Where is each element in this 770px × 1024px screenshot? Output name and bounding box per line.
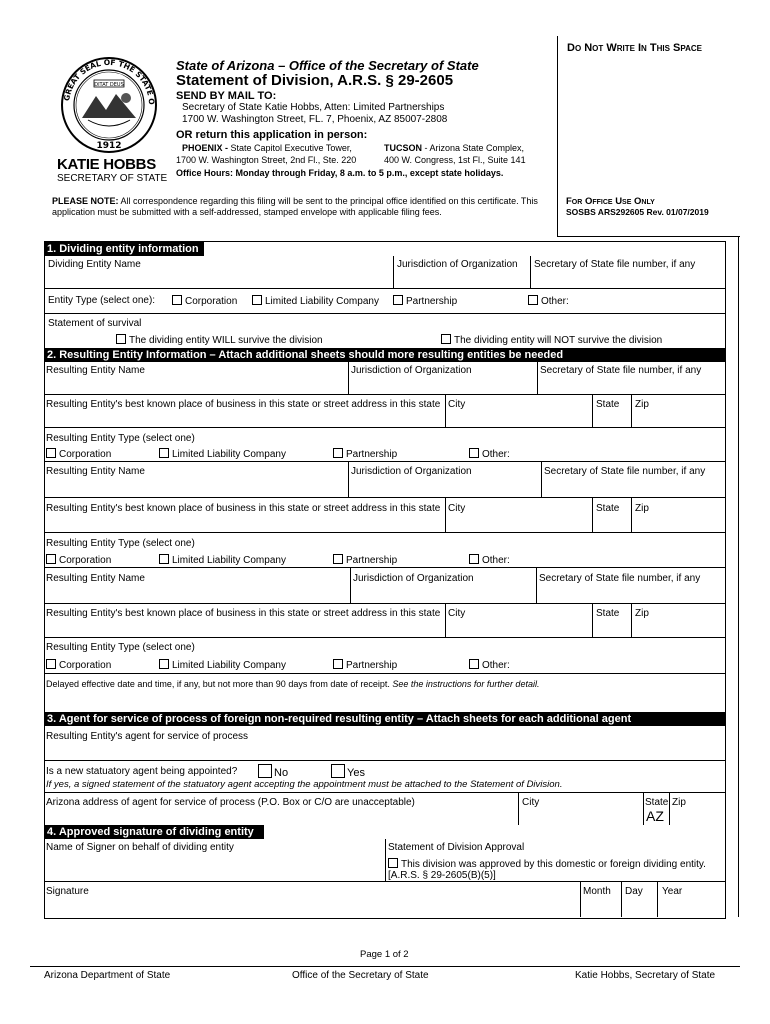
r3-div1: [350, 567, 351, 603]
dividing-sos-file-field[interactable]: [531, 256, 724, 288]
checkbox-icon: [252, 295, 262, 305]
s4-div3: [621, 881, 622, 917]
r1-div2: [537, 362, 538, 394]
checkbox-icon: [333, 554, 343, 564]
agent-city-label: City: [522, 797, 540, 808]
delayed-effective-date-field[interactable]: [45, 690, 724, 710]
r1-jurisdiction-label: Jurisdiction of Organization: [351, 365, 472, 376]
send-by-mail-label: SEND BY MAIL TO:: [176, 90, 277, 102]
checkbox-icon: [333, 659, 343, 669]
r2-state-label: State: [596, 503, 620, 514]
agent-state-label: State: [645, 797, 669, 808]
r2-div2: [541, 461, 542, 497]
opt-partnership-checkbox[interactable]: [393, 295, 457, 307]
r1-address-label: Resulting Entity's best known place of business in this state or street address in this state: [46, 399, 441, 410]
checkbox-icon: [393, 295, 403, 305]
r3-opt-llc[interactable]: [159, 659, 286, 671]
r2-city-label: City: [448, 503, 466, 514]
checkbox-icon: [469, 659, 479, 669]
delayed-text: Delayed effective date and time, if any, but not more than 90 days from date of receipt.: [46, 679, 390, 689]
checkbox-icon: [46, 554, 56, 564]
if-yes-note: If yes, a signed statement of the statuatory agent accepting the appointment must be attached to the Statement of Division.: [46, 779, 563, 790]
survival-label: Statement of survival: [48, 318, 142, 329]
new-agent-question: Is a new statuatory agent being appointed?: [46, 766, 238, 777]
entity-type-label: Entity Type (select one):: [48, 295, 156, 306]
please-note-text2: application must be submitted with a self-addressed, stamped envelope with applicable filing fees.: [52, 207, 442, 217]
signer-name-label: Name of Signer on behalf of dividing entity: [46, 842, 234, 853]
phoenix-address-line2: 1700 W. Washington Street, 2nd Fl., Ste. 220: [176, 155, 357, 165]
r3-row1-bottom: [44, 603, 725, 604]
agent-field[interactable]: [45, 742, 724, 760]
s4-div4: [657, 881, 658, 917]
signer-title: SECRETARY OF STATE: [57, 173, 168, 184]
r1-row2-bottom: [44, 427, 725, 428]
delayed-instructions: See the instructions for further detail.: [389, 679, 540, 689]
office-space-border: [557, 36, 558, 236]
r1-div5: [631, 394, 632, 427]
new-agent-no-checkbox[interactable]: [258, 764, 288, 779]
r3-div3: [445, 603, 446, 637]
state-seal-logo: [60, 56, 158, 154]
section2-header: 2. Resulting Entity Information – Attach additional sheets should more resulting entities be needed: [44, 348, 725, 362]
r3-entity-name-label: Resulting Entity Name: [46, 573, 145, 584]
agent-label: Resulting Entity's agent for service of process: [46, 731, 249, 742]
do-not-write-label: Do Not Write In This Space: [567, 42, 702, 54]
checkbox-icon: [388, 858, 398, 868]
r1-opt-corp[interactable]: [46, 448, 111, 460]
r1-div4: [592, 394, 593, 427]
r1-sos-file-label: Secretary of State file number, if any: [540, 365, 702, 376]
r3-opt-corp-label: Corporation: [59, 660, 112, 671]
approval-cite: [A.R.S. § 29-2605(B)(5)]: [388, 870, 496, 881]
checkbox-icon: [159, 659, 169, 669]
checkbox-icon: [469, 554, 479, 564]
right-margin-line: [738, 236, 739, 917]
r1-entity-name-label: Resulting Entity Name: [46, 365, 145, 376]
r2-opt-partnership-label: Partnership: [346, 555, 398, 566]
r3-div5: [631, 603, 632, 637]
r1-div1: [348, 362, 349, 394]
r3-sos-file-label: Secretary of State file number, if any: [539, 573, 701, 584]
s3-div3: [669, 792, 670, 825]
checkbox-icon: [333, 448, 343, 458]
opt-llc-checkbox[interactable]: [252, 295, 379, 307]
dividing-sos-file-label: Secretary of State file number, if any: [534, 259, 696, 270]
approval-text: This division was approved by this domestic or foreign dividing entity.: [401, 859, 706, 870]
opt-partnership-label: Partnership: [406, 296, 458, 307]
in-person-label: OR return this application in person:: [176, 129, 368, 141]
checkbox-icon: [159, 554, 169, 564]
dividing-jurisdiction-field[interactable]: [394, 256, 529, 288]
office-use-label: For Office Use Only: [566, 196, 655, 207]
r3-opt-partnership[interactable]: [333, 659, 397, 671]
approval-checkbox[interactable]: [388, 858, 706, 870]
survive-not-label: The dividing entity will NOT survive the division: [454, 335, 663, 346]
opt-corporation-label: Corporation: [185, 296, 238, 307]
opt-other-label: Other:: [541, 296, 569, 307]
year-label: Year: [662, 886, 683, 897]
r3-div2: [536, 567, 537, 603]
tucson-address-line2: 400 W. Congress, 1st Fl., Suite 141: [384, 155, 526, 165]
delayed-effective-date-label: [46, 679, 539, 689]
new-agent-yes-checkbox[interactable]: [331, 764, 365, 779]
r2-opt-other[interactable]: [469, 554, 510, 566]
signer-name: KATIE HOBBS: [57, 156, 156, 173]
opt-other-checkbox[interactable]: [528, 295, 569, 307]
checkbox-icon: [528, 295, 538, 305]
dividing-jurisdiction-label: Jurisdiction of Organization: [397, 259, 518, 270]
footer-left: Arizona Department of State: [44, 970, 171, 981]
form-code: SOSBS ARS292605 Rev. 01/07/2019: [566, 207, 709, 217]
s3-div1: [518, 792, 519, 825]
r1-opt-partnership-label: Partnership: [346, 449, 398, 460]
checkbox-icon: [441, 334, 451, 344]
r3-address-label: Resulting Entity's best known place of business in this state or street address in this state: [46, 608, 441, 619]
office-space-bottom: [557, 236, 740, 237]
r1-opt-other[interactable]: [469, 448, 510, 460]
r3-state-label: State: [596, 608, 620, 619]
checkbox-icon: [159, 448, 169, 458]
checkbox-icon: [331, 764, 345, 778]
s1-row2-bottom: [44, 313, 725, 314]
agent-zip-label: Zip: [672, 797, 686, 808]
r3-opt-other-label: Other:: [482, 660, 510, 671]
tucson-label: TUCSON: [384, 143, 422, 153]
r1-opt-corp-label: Corporation: [59, 449, 112, 460]
checkbox-icon: [46, 659, 56, 669]
agent-state-value: AZ: [646, 808, 664, 824]
az-address-field[interactable]: [45, 793, 517, 825]
r3-row2-bottom: [44, 637, 725, 638]
agency-name: State of Arizona – Office of the Secretary of State: [176, 58, 479, 73]
s1-row1-bottom: [44, 288, 725, 289]
phoenix-address: [182, 143, 352, 153]
tucson-address: [384, 143, 524, 153]
r2-opt-corp-label: Corporation: [59, 555, 112, 566]
opt-llc-label: Limited Liability Company: [265, 296, 379, 307]
r2-opt-partnership[interactable]: [333, 554, 397, 566]
day-label: Day: [625, 886, 643, 897]
r2-address-label: Resulting Entity's best known place of business in this state or street address in this state: [46, 503, 441, 514]
r2-div3: [445, 497, 446, 532]
checkbox-icon: [116, 334, 126, 344]
please-note-label: PLEASE NOTE:: [52, 196, 119, 206]
survive-not-checkbox[interactable]: [441, 334, 662, 346]
r2-div5: [631, 497, 632, 532]
page-number: Page 1 of 2: [360, 949, 409, 960]
section4-header: 4. Approved signature of dividing entity: [44, 825, 264, 839]
footer-right: Katie Hobbs, Secretary of State: [575, 970, 716, 981]
checkbox-icon: [46, 448, 56, 458]
checkbox-icon: [172, 295, 182, 305]
r3-opt-other[interactable]: [469, 659, 510, 671]
r3-div4: [592, 603, 593, 637]
r3-opt-partnership-label: Partnership: [346, 660, 398, 671]
s4-div1: [385, 839, 386, 881]
yes-label: Yes: [347, 767, 365, 779]
s3-div2: [643, 792, 644, 825]
form-title: Statement of Division, A.R.S. § 29-2605: [176, 72, 454, 89]
opt-corporation-checkbox[interactable]: [172, 295, 237, 307]
r3-opt-llc-label: Limited Liability Company: [172, 660, 286, 671]
r3-city-label: City: [448, 608, 466, 619]
tucson-line1: - Arizona State Complex,: [422, 143, 525, 153]
r3-entity-name-field[interactable]: [45, 568, 349, 603]
r2-opt-llc[interactable]: [159, 554, 286, 566]
please-note: [52, 196, 552, 218]
section3-header: 3. Agent for service of process of foreign non-required resulting entity – Attach sheets for each additional agent: [44, 712, 725, 726]
r1-opt-other-label: Other:: [482, 449, 510, 460]
svg-text:1912: 1912: [96, 141, 122, 151]
section1-header: 1. Dividing entity information: [44, 242, 204, 256]
footer-rule: [30, 966, 740, 967]
r3-bottom: [44, 673, 725, 674]
az-address-label: Arizona address of agent for service of process (P.O. Box or C/O are unacceptable): [46, 797, 415, 808]
r1-opt-llc[interactable]: [159, 448, 286, 460]
signature-field[interactable]: [45, 882, 579, 916]
r2-opt-llc-label: Limited Liability Company: [172, 555, 286, 566]
r1-type-label: Resulting Entity Type (select one): [46, 433, 195, 444]
month-label: Month: [583, 886, 611, 897]
r2-entity-name-field[interactable]: [45, 462, 347, 497]
r1-opt-llc-label: Limited Liability Company: [172, 449, 286, 460]
no-label: No: [274, 767, 289, 779]
dividing-entity-name-field[interactable]: [45, 256, 393, 288]
r2-type-label: Resulting Entity Type (select one): [46, 538, 195, 549]
survive-will-label: The dividing entity WILL survive the division: [129, 335, 323, 346]
r3-type-label: Resulting Entity Type (select one): [46, 642, 195, 653]
r2-sos-file-label: Secretary of State file number, if any: [544, 466, 706, 477]
r1-zip-label: Zip: [635, 399, 649, 410]
checkbox-icon: [258, 764, 272, 778]
please-note-text1: All correspondence regarding this filing will be sent to the principal office identified on this certificate. This: [118, 196, 538, 206]
r2-div4: [592, 497, 593, 532]
mail-address-line2: 1700 W. Washington Street, FL. 7, Phoenix, AZ 85007-2808: [182, 114, 448, 125]
signature-label: Signature: [46, 886, 89, 897]
r2-opt-corp[interactable]: [46, 554, 111, 566]
r1-city-label: City: [448, 399, 466, 410]
r2-entity-name-label: Resulting Entity Name: [46, 466, 145, 477]
svg-text:GREAT SEAL OF THE STATE OF ARI: GREAT SEAL OF THE STATE O: [62, 57, 157, 106]
checkbox-icon: [469, 448, 479, 458]
dividing-entity-name-label: Dividing Entity Name: [48, 259, 141, 270]
r3-jurisdiction-label: Jurisdiction of Organization: [353, 573, 474, 584]
s4-div2: [580, 881, 581, 917]
r2-row2-bottom: [44, 532, 725, 533]
r2-zip-label: Zip: [635, 503, 649, 514]
r3-opt-corp[interactable]: [46, 659, 111, 671]
r1-opt-partnership[interactable]: [333, 448, 397, 460]
r1-div3: [445, 394, 446, 427]
mail-address-line1: Secretary of State Katie Hobbs, Atten: Limited Partnerships: [182, 102, 445, 113]
r2-row1-bottom: [44, 497, 725, 498]
r2-jurisdiction-label: Jurisdiction of Organization: [351, 466, 472, 477]
signer-name-field[interactable]: [45, 840, 383, 880]
footer-center: Office of the Secretary of State: [292, 970, 429, 981]
phoenix-line1: State Capitol Executive Tower,: [228, 143, 352, 153]
r1-entity-name-field[interactable]: [45, 362, 347, 394]
r1-row1-bottom: [44, 394, 725, 395]
s3-row1-bottom: [44, 760, 725, 761]
approval-label: Statement of Division Approval: [388, 842, 525, 853]
survive-will-checkbox[interactable]: [116, 334, 323, 346]
r3-zip-label: Zip: [635, 608, 649, 619]
r1-state-label: State: [596, 399, 620, 410]
phoenix-label: PHOENIX -: [182, 143, 229, 153]
office-hours: Office Hours: Monday through Friday, 8 a.m. to 5 p.m., except state holidays.: [176, 168, 504, 178]
r2-opt-other-label: Other:: [482, 555, 510, 566]
r2-div1: [348, 461, 349, 497]
svg-text:DITAT DEUS: DITAT DEUS: [94, 82, 124, 88]
